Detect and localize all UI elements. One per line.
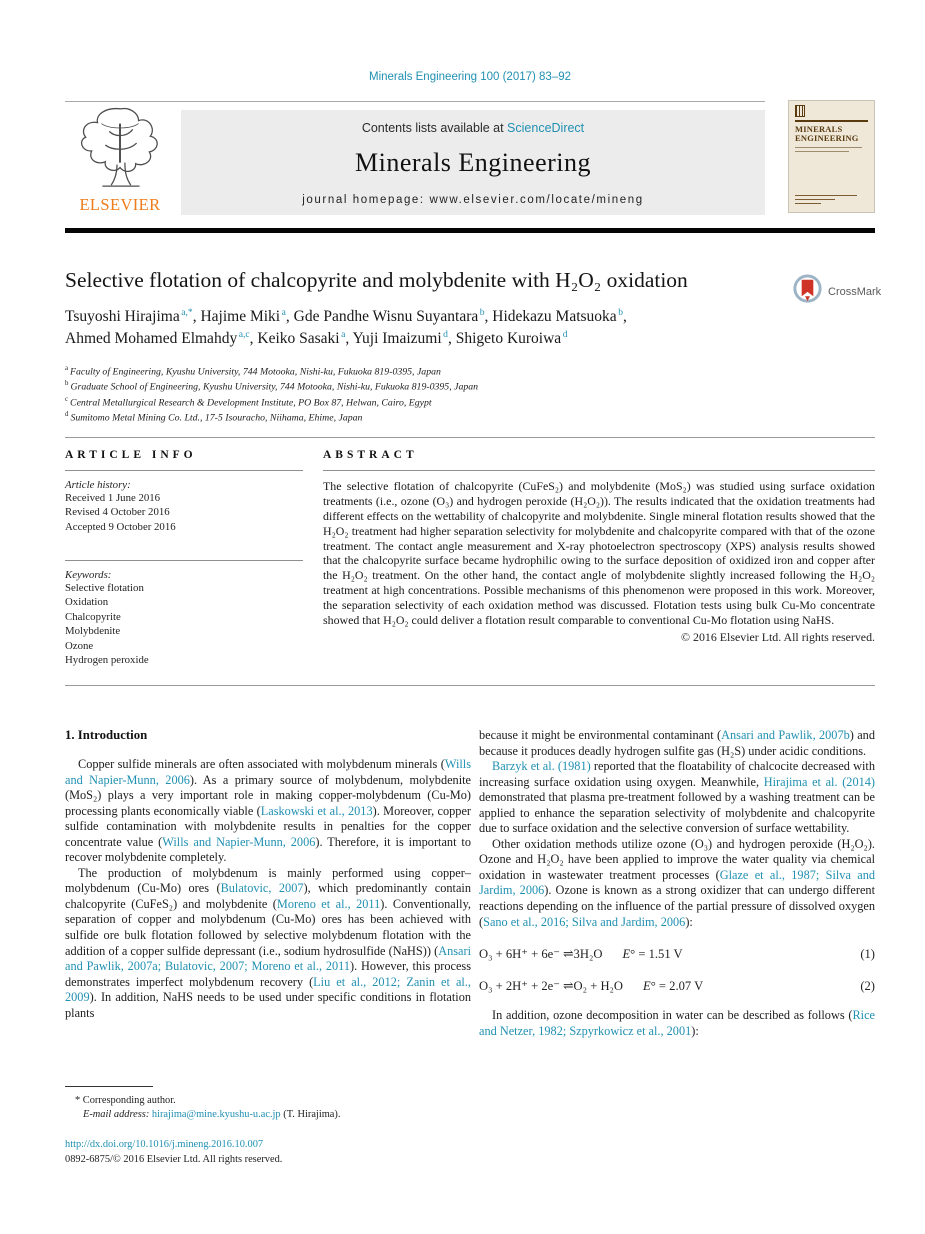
homepage-link[interactable]: www.elsevier.com/locate/mineng (429, 194, 644, 206)
text-segment: , Gde Pandhe Wisnu Suyantara (285, 308, 479, 326)
journal-cover-thumbnail[interactable] (788, 100, 875, 213)
author-superscript: d (443, 329, 448, 341)
affiliation-item (65, 364, 835, 379)
text-segment: demonstrated that plasma pre-treatment followed by a washing treatment can be applied to enhance the separation selectivity of molybdenite and chalcopyrite due to surface oxidation and the selective conversion of surface wettability. (479, 790, 875, 836)
text-segment: ). As a primary source of molybdenum, molybdenite (MoS₂) plays a very important role in making copper-molybdenum (Cu-Mo) processing plants economically viable ( (65, 772, 471, 818)
equation-formula: O₃ + 6H⁺ + 6e⁻ ⇌3H₂O (479, 947, 603, 962)
text-segment: ): (691, 1023, 699, 1038)
keyword-item: Molybdenite (65, 625, 121, 638)
abstract-bottom-divider (65, 685, 875, 686)
journal-homepage-line (181, 194, 765, 206)
abstract-copyright: © 2016 Elsevier Ltd. All rights reserved. (681, 629, 875, 644)
text-segment: In addition, ozone decomposition in water can be described as follows ( (492, 1008, 853, 1023)
text-segment: ), which predominantly contain chalcopyrite (CuFeS₂) and molybdenite ( (65, 881, 471, 911)
affiliation-superscript: b (65, 380, 69, 388)
body-column-right (479, 728, 875, 1039)
affiliation-superscript: c (65, 395, 69, 403)
crossmark-label: CrossMark (828, 286, 882, 298)
affiliation-item (65, 410, 835, 425)
citation-link[interactable]: Wills and Napier-Munn, 2006 (65, 757, 471, 787)
text-segment: ). Therefore, it is important to recover molybdenite completely. (65, 834, 471, 865)
keyword-item: Hydrogen peroxide (65, 653, 149, 666)
header-black-bar (65, 228, 875, 233)
text-segment: because it might be environmental contaminant ( (479, 728, 722, 742)
keyword-item: Selective flotation (65, 582, 144, 595)
keyword-item: Chalcopyrite (65, 610, 121, 623)
cover-rule (795, 120, 868, 122)
equation-number: (1) (860, 947, 875, 962)
text-segment: ). Conventionally, separation of copper and molybdenum (Cu-Mo) ores has been achieved with sulfide ore bulk flotation followed by selective molybdenum flotation with the addition of a copper sulfide depressant (i.e., sodium hydrosulfide (NaHS)) ( (65, 896, 471, 958)
history-item: Revised 4 October 2016 (65, 506, 170, 519)
journal-masthead-title: Minerals Engineering (355, 148, 591, 177)
equation-number: (2) (860, 979, 875, 994)
abstract-rule (323, 470, 875, 471)
sciencedirect-link[interactable]: ScienceDirect (507, 121, 585, 135)
body-column-left (65, 728, 471, 1021)
text-segment: , Keiko Sasaki (249, 330, 340, 348)
affiliation-text: Graduate School of Engineering, Kyushu University, 744 Motooka, Nishi-ku, Fukuoka 819-0395, Japan (70, 381, 479, 393)
elsevier-tree-icon (76, 179, 164, 196)
email-label: E-mail address: (83, 1109, 152, 1121)
history-item: Received 1 June 2016 (65, 492, 161, 504)
citation-link[interactable]: Hirajima et al. (2014) (763, 774, 875, 789)
cover-footer-bar (795, 199, 835, 200)
text-segment: ). In addition, NaHS needs to be used under specific conditions in flotation plants (65, 990, 471, 1020)
abstract-heading: ABSTRACT (323, 449, 418, 461)
authors-line-2 (65, 328, 835, 350)
cover-subtitle-bar (795, 147, 862, 148)
contents-prefix: Contents lists available at (361, 121, 508, 135)
corresponding-author-note: * Corresponding author. (75, 1095, 176, 1106)
keyword-item: Oxidation (65, 596, 109, 609)
author-superscript: d (562, 329, 568, 341)
email-link[interactable]: hirajima@mine.kyushu-u.ac.jp (151, 1109, 281, 1121)
text-segment: reported that the floatability of chalcocite decreased with increasing surface oxidation using oxygen. Meanwhile, (479, 759, 875, 789)
doi-link[interactable]: http://dx.doi.org/10.1016/j.mineng.2016.10.007 (65, 1139, 264, 1151)
text-segment: Ahmed Mohamed Elmahdy (65, 330, 238, 348)
cover-footer (795, 192, 868, 204)
body-paragraph (479, 837, 875, 930)
cover-title-line2: ENGINEERING (795, 133, 859, 144)
history-item: Accepted 9 October 2016 (65, 520, 176, 533)
article-history-label: Article history: (65, 479, 131, 491)
cover-subtitle-bar (795, 151, 849, 152)
text-segment: ). However, this process demonstrates imperfect molybdenum recovery ( (65, 959, 471, 989)
keyword-item: Ozone (65, 639, 94, 652)
equation-2 (479, 978, 875, 994)
equation-1 (479, 946, 875, 962)
citation-link[interactable]: Liu et al., 2012; Zanin et al., 2009 (65, 974, 471, 1005)
citation-link[interactable]: Moreno et al., 2011 (276, 896, 381, 911)
citation-link[interactable]: Sano et al., 2016; Silva and Jardim, 2006 (483, 914, 686, 929)
journal-header-box (181, 110, 765, 215)
citation-link[interactable]: Ansari and Pawlik, 2007b (721, 728, 850, 742)
citation-link[interactable]: Ansari and Pawlik, 2007a; Bulatovic, 2007; Moreno et al., 2011 (65, 943, 471, 974)
text-segment: , Hajime Miki (192, 308, 281, 326)
equation-potential: E° = 1.51 V (622, 947, 683, 962)
body-paragraph (479, 728, 875, 759)
text-segment: The production of molybdenum is mainly performed using copper–molybdenum (Cu-Mo) ores ( (65, 865, 471, 896)
intro-paragraph (65, 757, 471, 866)
masthead-top-divider (65, 101, 765, 102)
citation-link[interactable]: Barzyk et al. (1981) (492, 759, 591, 774)
article-title: Selective flotation of chalcopyrite and molybdenite with H₂O₂ oxidation (65, 268, 688, 292)
citation-link[interactable]: Bulatovic, 2007 (220, 881, 304, 896)
body-paragraph (479, 1008, 875, 1039)
affiliation-item (65, 379, 835, 394)
section-heading-introduction: 1. Introduction (65, 728, 148, 742)
author-superscript: a,* (181, 307, 193, 318)
text-segment: ). Moreover, copper sulfide contamination with molybdenite results in penalties for the copper concentrate value ( (65, 803, 472, 849)
article-info-rule (65, 470, 303, 471)
author-superscript: a (341, 329, 346, 341)
text-segment: ): (685, 914, 693, 929)
email-line (65, 1108, 471, 1122)
cover-crest-icon (795, 105, 805, 117)
text-segment: , Yuji Imaizumi (345, 330, 442, 348)
citation-link[interactable]: Wills and Napier-Munn, 2006 (162, 834, 316, 849)
author-superscript: a (281, 307, 286, 318)
text-segment: Other oxidation methods utilize ozone (O₃) and hydrogen peroxide (H₂O₂). Ozone and H₂O₂ have been applied to improve the water quality via chemical oxidation in wastewater treatment processes ( (479, 836, 875, 882)
contents-line (181, 121, 765, 135)
text-segment: ) and because it produces deadly hydrogen sulfite gas (H₂S) under acidic conditions. (479, 728, 875, 758)
email-suffix: (T. Hirajima). (280, 1109, 341, 1121)
cover-footer-bar (795, 203, 821, 204)
affiliation-text: Sumitomo Metal Mining Co. Ltd., 17-5 Isouracho, Niihama, Ehime, Japan (70, 412, 363, 424)
keywords-label: Keywords: (65, 569, 112, 582)
footnote-block (65, 1086, 471, 1167)
article-info-column (65, 449, 303, 667)
body-paragraph (479, 759, 875, 837)
equation-formula: O₃ + 2H⁺ + 2e⁻ ⇌O₂ + H₂O (479, 979, 624, 994)
abstract-text: The selective flotation of chalcopyrite (CuFeS₂) and molybdenite (MoS₂) was studied using surface oxidation treatments (i.e., ozone (O₃) and hydrogen peroxide (H₂O₂)). The results indicated that the oxidation treatments had different effects on the wettability of chalcopyrite and molybdenite. Single mineral flotation results showed that the H₂O₂ treatment had higher separation selectivity for molybdenite and chalcopyrite compared with that of the ozone treatment. The contact angle measurement and X-ray photoelectron spectroscopy (XPS) analysis results showed that the chalcopyrite surface became hydrophilic owing to the surface deposition of oxidized iron and copper after the H₂O₂ treatment. On the other hand, the contact angle of molybdenite slightly increased following the H₂O₂ treatment at high concentrations. Possible mechanisms of this phenomenon were proposed in this work. Moreover, the separation selectivity of each oxidation method was discussed. Flotation tests using bulk Cu-Mo concentrate showed that H₂O₂ could deliver a flotation result comparable to conventional Cu-Mo flotation using NaHS. (323, 479, 875, 627)
abstract-column (323, 449, 875, 645)
footnote-rule (65, 1086, 153, 1087)
keywords-rule (65, 560, 303, 561)
cover-footer-bar (795, 195, 857, 196)
author-superscript: b (618, 307, 623, 318)
journal-citation[interactable]: Minerals Engineering 100 (2017) 83–92 (368, 71, 572, 83)
section-divider (65, 437, 875, 438)
citation-link[interactable]: Glaze et al., 1987; Silva and Jardim, 2006 (479, 867, 876, 898)
affiliations (65, 364, 835, 426)
author-list (65, 306, 835, 350)
citation-link[interactable]: Rice and Netzer, 1982; Szpyrkowicz et al., 2001 (479, 1008, 875, 1038)
citation-link[interactable]: Laskowski et al., 2013 (260, 803, 373, 818)
elsevier-wordmark: ELSEVIER (79, 195, 161, 214)
intro-paragraph (65, 866, 471, 1021)
text-segment: Copper sulfide minerals are often associated with molybdenum minerals ( (78, 757, 445, 771)
text-segment: Tsuyoshi Hirajima (65, 308, 180, 326)
text-segment: , (623, 308, 627, 326)
cover-title-line1: MINERALS (795, 124, 843, 134)
affiliation-text: Central Metallurgical Research & Development Institute, PO Box 87, Helwan, Cairo, Egypt (70, 397, 432, 409)
equation-potential: E° = 2.07 V (643, 979, 704, 994)
text-segment: ). Ozone is known as a strong oxidizer that can undergo different reactions depending on the influence of the partial pressure of dissolved oxygen ( (479, 883, 875, 929)
author-superscript: a,c (238, 329, 250, 341)
elsevier-logo[interactable] (64, 104, 176, 216)
affiliation-text: Faculty of Engineering, Kyushu University, 744 Motooka, Nishi-ku, Fukuoka 819-0395, Japan (70, 366, 441, 378)
affiliation-item (65, 395, 835, 410)
authors-line-1 (65, 306, 835, 328)
affiliation-superscript: d (65, 411, 69, 419)
issn-copyright-line: 0892-6875/© 2016 Elsevier Ltd. All rights reserved. (65, 1154, 283, 1166)
text-segment: , Hidekazu Matsuoka (484, 308, 617, 326)
author-superscript: b (479, 307, 485, 318)
article-info-heading: ARTICLE INFO (65, 449, 197, 461)
homepage-label: journal homepage: (302, 194, 430, 206)
text-segment: , Shigeto Kuroiwa (447, 330, 562, 348)
affiliation-superscript: a (65, 365, 69, 372)
